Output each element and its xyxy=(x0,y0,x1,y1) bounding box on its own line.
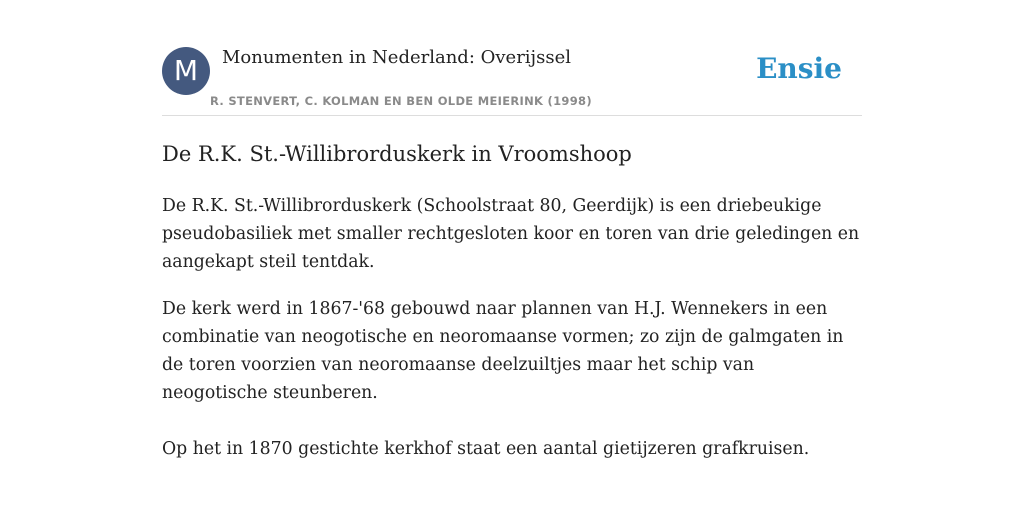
article-paragraph: De R.K. St.-Willibrorduskerk (Schoolstraat 80, Geerdijk) is een driebeukige pseudobasiliek met smaller rechtgesloten koor en toren van drie geledingen en aangekapt steil tentdak. xyxy=(162,196,860,272)
book-title[interactable]: Monumenten in Nederland: Overijssel xyxy=(222,47,572,68)
article-title: De R.K. St.-Willibrorduskerk in Vroomshoop xyxy=(162,142,632,166)
avatar[interactable]: M xyxy=(162,47,210,95)
ensie-logo[interactable]: Ensie xyxy=(756,52,842,85)
article-body xyxy=(162,192,862,463)
book-authors: R. STENVERT, C. KOLMAN EN BEN OLDE MEIERINK (1998) xyxy=(210,94,592,108)
header-divider xyxy=(162,115,862,116)
article-paragraph: Op het in 1870 gestichte kerkhof staat een aantal gietijzeren grafkruisen. xyxy=(162,439,810,459)
article-paragraph: De kerk werd in 1867-'68 gebouwd naar plannen van H.J. Wennekers in een combinatie van neogotische en neoromaanse vormen; zo zijn de galmgaten in de toren voorzien van neoromaanse deelzuiltjes maar het schip van neogotische steunberen. xyxy=(162,299,844,403)
